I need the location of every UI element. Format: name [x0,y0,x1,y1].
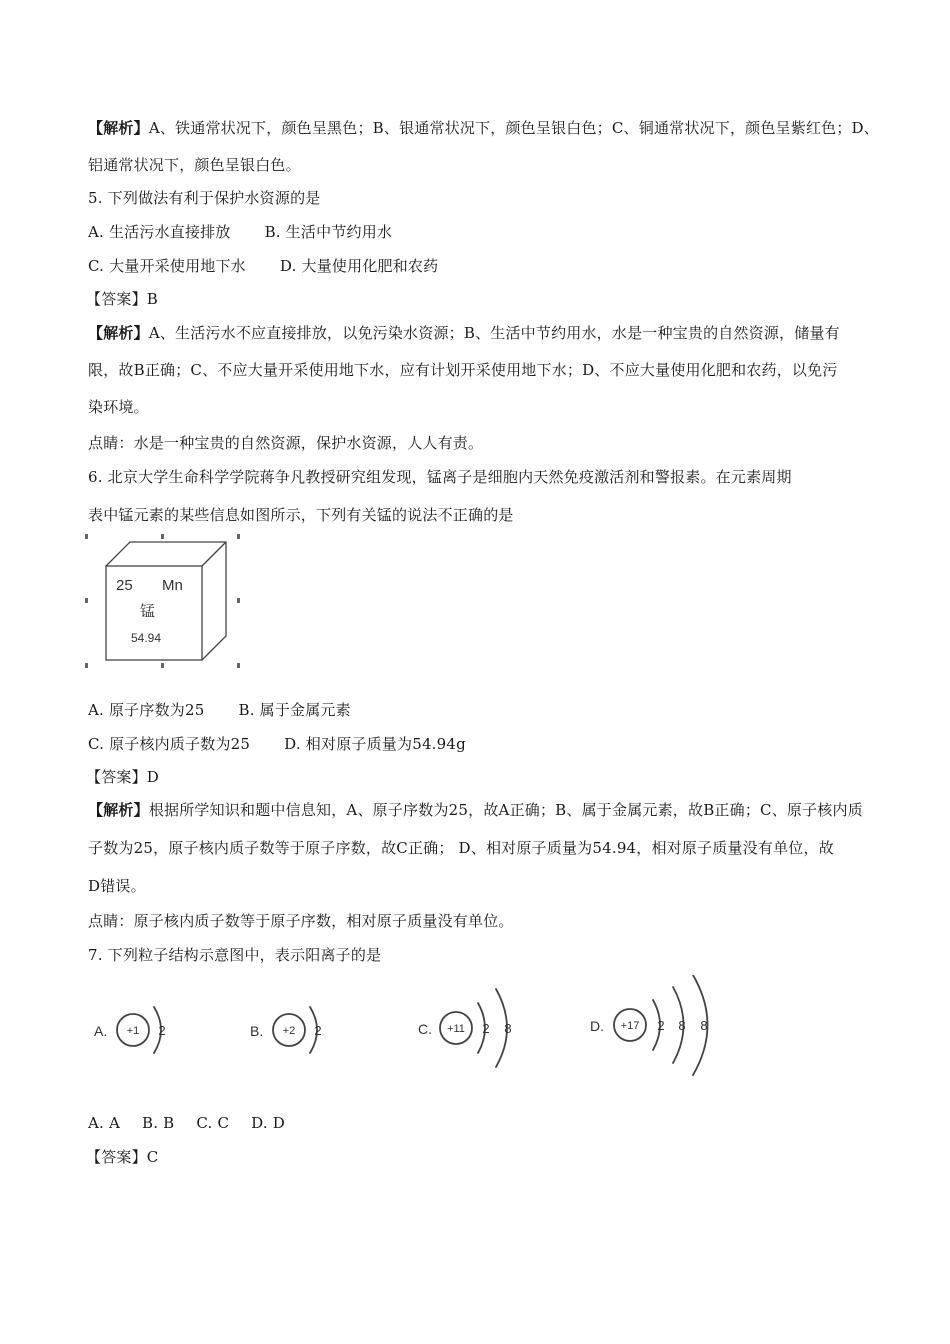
q6-option-c: C. 原子核内质子数为25 [88,735,251,753]
q5-stem: 5. 下列做法有利于保护水资源的是 [88,189,321,207]
element-symbol: Mn [162,577,183,594]
q7-option-c: C. C [196,1114,230,1132]
q6-analysis-line-3: D错误。 [88,877,146,895]
q5-answer: 【答案】B [86,290,159,308]
nucleus-charge-c: +11 [447,1023,465,1035]
q4-analysis-line-2: 铝通常状况下，颜色呈银白色。 [88,156,301,174]
q7-option-d: D. D [251,1114,286,1132]
q6-analysis-line-1: 【解析】根据所学知识和题中信息知，A、原子序数为25，故A正确；B、属于金属元素，故B正确；C、原子核内质 [88,801,863,819]
shell-count-a-1: 2 [158,1023,166,1038]
diagram-label-d: D. [590,1018,604,1034]
nucleus-charge-b: +2 [282,1025,296,1037]
q6-note: 点睛：原子核内质子数等于原子序数，相对原子质量没有单位。 [88,912,514,930]
q5-note: 点睛：水是一种宝贵的自然资源，保护水资源，人人有责。 [88,434,484,452]
q5-options-ab [88,222,868,242]
q6-stem-line-2: 表中锰元素的某些信息如图所示，下列有关锰的说法不正确的是 [88,506,514,524]
shell-count-d-2: 8 [678,1018,686,1033]
element-number: 25 [116,577,133,594]
q7-answer: 【答案】C [86,1148,159,1166]
shell-count-b-1: 2 [314,1023,322,1038]
q5-analysis-line-2: 限，故B正确；C、不应大量开采使用地下水，应有计划开采使用地下水；D、不应大量使用化肥和农药，以免污 [88,361,838,379]
element-mass: 54.94 [131,631,162,645]
q7-option-a: A. A [88,1114,121,1132]
q5-analysis-line-1: 【解析】A、生活污水不应直接排放，以免污染水资源；B、生活中节约用水，水是一种宝贵的自然资源，储量有 [88,324,840,342]
q6-options-cd [88,734,868,754]
q7-option-b: B. B [142,1114,175,1132]
diagram-label-a: A. [94,1023,108,1039]
q5-option-d: D. 大量使用化肥和农药 [279,257,439,275]
nucleus-charge-d: +17 [620,1020,640,1032]
shell-count-c-2: 8 [504,1021,512,1036]
q6-option-b: B. 属于金属元素 [238,701,351,719]
q6-option-a: A. 原子序数为25 [88,701,205,719]
analysis-tag: 【解析】 [88,324,149,342]
q5-option-c: C. 大量开采使用地下水 [88,257,246,275]
q5-options-cd [88,256,868,276]
shell-count-d-3: 8 [700,1018,708,1033]
q7-stem: 7. 下列粒子结构示意图中，表示阳离子的是 [88,946,382,964]
shell-count-d-1: 2 [657,1018,665,1033]
q5-option-a: A. 生活污水直接排放 [88,223,231,241]
diagram-label-b: B. [250,1023,264,1039]
analysis-tag: 【解析】 [88,801,149,819]
nucleus-charge-a: +1 [126,1025,140,1037]
q6-analysis-line-2: 子数为25，原子核内质子数等于原子序数，故C正确； D、相对原子质量为54.94，相对原子质量没有单位，故 [88,839,834,857]
element-name: 锰 [140,603,156,620]
cube-outline [106,542,226,660]
q4-analysis-line-1: 【解析】A、铁通常状况下，颜色呈黑色；B、银通常状况下，颜色呈银白色；C、铜通常状况下，颜色呈紫红色；D、 [88,119,879,137]
element-cube-figure [84,532,244,672]
q5-analysis-line-3: 染环境。 [88,398,149,416]
q6-answer: 【答案】D [86,768,160,786]
q5-option-b: B. 生活中节约用水 [264,223,393,241]
shell-count-c-1: 2 [482,1021,490,1036]
diagram-label-c: C. [418,1021,432,1037]
particle-structure-diagrams [88,975,748,1085]
q6-option-d: D. 相对原子质量为54.94g [284,735,466,753]
q6-options-ab [88,700,868,720]
q7-options [88,1113,868,1133]
figure-handles [85,534,240,668]
q6-stem-line-1: 6. 北京大学生命科学学院蒋争凡教授研究组发现，锰离子是细胞内天然免疫激活剂和警报素。在元素周期 [88,468,792,486]
analysis-tag: 【解析】 [88,119,149,137]
